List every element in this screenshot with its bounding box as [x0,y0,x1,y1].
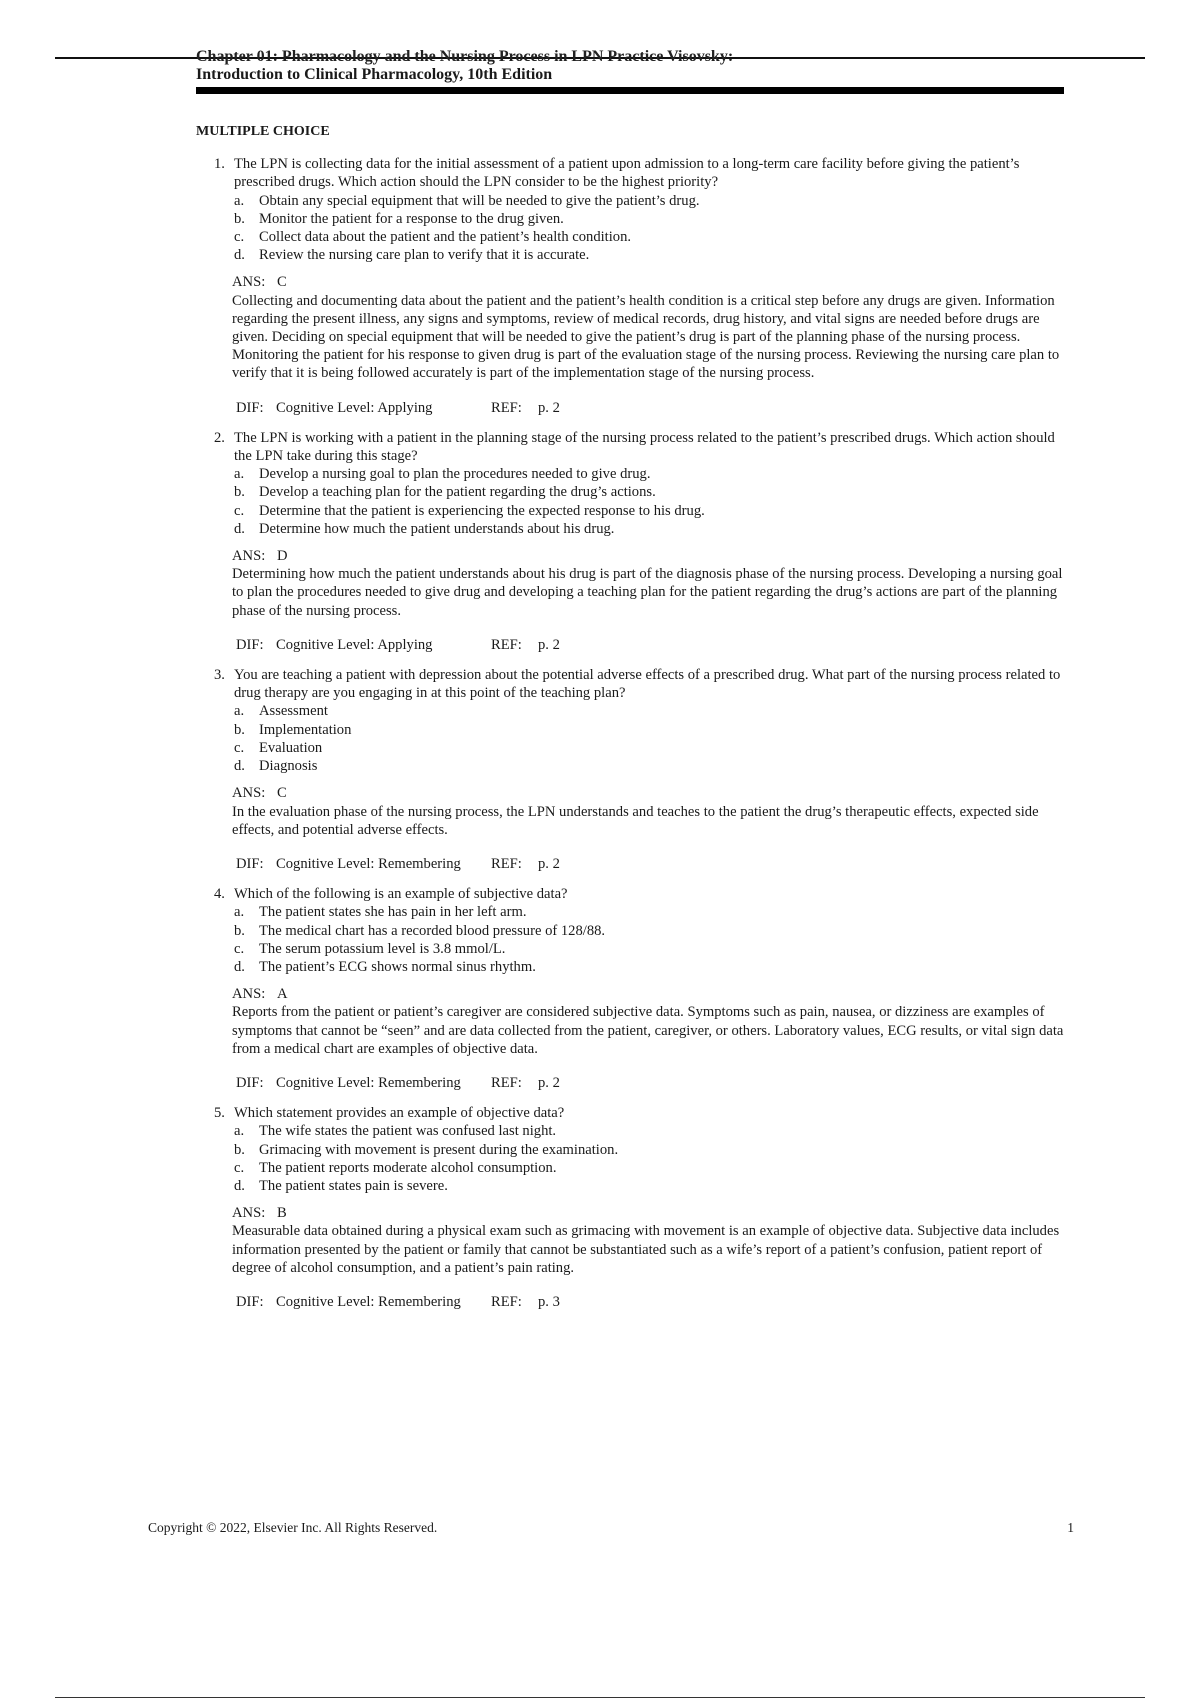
question-item [196,885,1066,1092]
question-stem [196,155,1066,191]
page-reference: p. 2 [538,399,560,416]
option-letter: b. [234,1141,245,1158]
option-text: Diagnosis [259,758,318,775]
option-text: The medical chart has a recorded blood pressure of 128/88. [259,922,606,939]
option-text: The patient’s ECG shows normal sinus rhythm. [259,958,536,975]
option-letter: d. [234,247,245,264]
answer-option [234,922,1066,940]
answer-option [234,1177,1066,1195]
option-letter: a. [234,1123,245,1140]
answer-option [234,520,1066,538]
question-metadata [236,1293,1066,1311]
answer-line [232,273,1066,291]
ref-label: REF: [491,399,522,416]
question-text: Which of the following is an example of subjective data? [234,886,568,903]
option-letter: d. [234,958,245,975]
dif-label: DIF: [236,1074,264,1091]
chapter-header [196,48,1064,94]
answer-line [232,784,1066,802]
answer-option [234,228,1066,246]
answer-option [234,739,1066,757]
question-metadata [236,1074,1066,1092]
option-text: Develop a teaching plan for the patient regarding the drug’s actions. [259,484,656,501]
chapter-title-line1: Chapter 01: Pharmacology and the Nursing Process in LPN Practice Visovsky: [196,48,734,65]
option-text: Implementation [259,721,352,738]
option-text: The patient reports moderate alcohol consumption. [259,1159,557,1176]
question-stem [196,666,1066,702]
chapter-title-line2: Introduction to Clinical Pharmacology, 10th Edition [196,66,553,83]
option-text: The serum potassium level is 3.8 mmol/L. [259,940,506,957]
question-number: 5. [214,1105,225,1122]
dif-label: DIF: [236,636,264,653]
question-metadata [236,855,1066,873]
option-text: Grimacing with movement is present during the examination. [259,1141,619,1158]
option-letter: c. [234,229,245,246]
page-reference: p. 2 [538,1074,560,1091]
answer-label: ANS: [232,785,266,802]
answer-rationale: Determining how much the patient understands about his drug is part of the diagnosis phase of the nursing process. Developing a nursing goal to plan the procedures needed to give drug and developing a teaching plan for the patient regarding the drug’s actions are part of the planning phase of the nursing process. [232,566,1063,619]
answer-option [234,757,1066,775]
option-letter: b. [234,721,245,738]
ref-label: REF: [491,636,522,653]
answer-option [234,903,1066,921]
section-title: MULTIPLE CHOICE [196,124,330,139]
option-letter: d. [234,520,245,537]
option-text: Evaluation [259,739,323,756]
option-letter: a. [234,192,245,209]
answer-option [234,192,1066,210]
answer-option [234,702,1066,720]
bottom-rule [55,1697,1145,1698]
dif-label: DIF: [236,399,264,416]
question-text: The LPN is collecting data for the initial assessment of a patient upon admission to a long-term care facility before giving the patient’s prescribed drugs. Which action should the LPN consider to be the highest priority? [234,156,1020,191]
answer-option [234,465,1066,483]
dif-label: DIF: [236,855,264,872]
answer-option [234,246,1066,264]
option-letter: c. [234,502,245,519]
ref-label: REF: [491,1293,522,1310]
option-letter: a. [234,703,245,720]
difficulty-level: Cognitive Level: Remembering [276,1074,461,1091]
question-number: 2. [214,429,225,446]
question-list [196,118,1066,1323]
option-letter: d. [234,1177,245,1194]
option-text: Obtain any special equipment that will be needed to give the patient’s drug. [259,192,700,209]
option-text: Review the nursing care plan to verify that it is accurate. [259,247,590,264]
answer-option [234,1122,1066,1140]
answer-option [234,210,1066,228]
page-reference: p. 3 [538,1293,560,1310]
question-item [196,429,1066,654]
question-stem [196,1104,1066,1122]
option-text: Collect data about the patient and the patient’s health condition. [259,229,632,246]
page-reference: p. 2 [538,636,560,653]
question-number: 3. [214,667,225,684]
question-item [196,1104,1066,1311]
answer-options [234,1122,1066,1195]
answer-label: ANS: [232,986,266,1003]
answer-option [234,1159,1066,1177]
option-letter: d. [234,758,245,775]
answer-rationale: Measurable data obtained during a physical exam such as grimacing with movement is an example of objective data. Subjective data includes information presented by the patient or family that cannot be substantiated such as a wife’s report of a patient’s confusion, patient report of degree of alcohol consumption, and a patient’s pain rating. [232,1223,1060,1276]
questions-container [196,155,1066,1311]
question-metadata [236,399,1066,417]
difficulty-level: Cognitive Level: Applying [276,399,433,416]
page-reference: p. 2 [538,855,560,872]
question-number: 1. [214,156,225,173]
ref-label: REF: [491,855,522,872]
option-text: Develop a nursing goal to plan the procedures needed to give drug. [259,466,651,483]
answer-line [232,547,1066,565]
answer-options [234,903,1066,976]
option-letter: c. [234,1159,245,1176]
answer-label: ANS: [232,548,266,565]
option-letter: c. [234,940,245,957]
answer-line [232,1204,1066,1222]
answer-value: C [277,274,287,291]
ref-label: REF: [491,1074,522,1091]
option-letter: b. [234,922,245,939]
dif-label: DIF: [236,1293,264,1310]
question-text: The LPN is working with a patient in the planning stage of the nursing process related to the patient’s prescribed drugs. Which action should the LPN take during this stage? [234,429,1055,465]
option-letter: c. [234,739,245,756]
header-bar [196,87,1064,94]
difficulty-level: Cognitive Level: Remembering [276,855,461,872]
question-text: You are teaching a patient with depression about the potential adverse effects of a prescribed drug. What part of the nursing process related to drug therapy are you engaging in at this point of the teaching plan? [234,667,1061,702]
option-letter: a. [234,466,245,483]
answer-line [232,985,1066,1003]
copyright-notice: Copyright © 2022, Elsevier Inc. All Rights Reserved. [148,1520,438,1535]
option-letter: a. [234,904,245,921]
option-letter: b. [234,210,245,227]
option-text: Determine how much the patient understands about his drug. [259,520,615,537]
option-text: Determine that the patient is experiencing the expected response to his drug. [259,502,705,519]
answer-rationale: In the evaluation phase of the nursing process, the LPN understands and teaches to the patient the drug’s therapeutic effects, expected side effects, and potential adverse effects. [232,803,1039,838]
difficulty-level: Cognitive Level: Applying [276,636,433,653]
question-text: Which statement provides an example of objective data? [234,1105,565,1122]
answer-option [234,483,1066,501]
answer-option [234,502,1066,520]
question-number: 4. [214,886,225,903]
answer-options [234,192,1066,265]
answer-value: A [277,986,288,1003]
answer-option [234,721,1066,739]
answer-option [234,958,1066,976]
answer-rationale: Reports from the patient or patient’s caregiver are considered subjective data. Symptoms such as pain, nausea, or dizziness are examples of symptoms that cannot be “seen” and are data collected from the patient, caregiver, or others. Laboratory values, ECG results, or vital sign data from a medical chart are examples of objective data. [232,1004,1064,1057]
answer-options [234,702,1066,775]
option-text: Monitor the patient for a response to the drug given. [259,210,564,227]
option-letter: b. [234,484,245,501]
answer-option [234,940,1066,958]
answer-rationale: Collecting and documenting data about the patient and the patient’s health condition is a critical step before any drugs are given. Information regarding the present illness, any signs and symptoms, review of medical records, drug history, and vital signs are needed before drugs are given. Deciding on special equipment that will be needed to give the patient’s drug is part of the planning phase of the nursing process. Monitoring the patient for his response to given drug is part of the evaluation stage of the nursing process. Reviewing the nursing care plan to verify that it is being followed accurately is part of the implementation stage of the nursing process. [232,292,1060,382]
answer-option [234,1141,1066,1159]
option-text: The wife states the patient was confused last night. [259,1123,557,1140]
question-metadata [236,636,1066,654]
question-stem [196,885,1066,903]
question-item [196,666,1066,873]
page-number: 1 [1067,1520,1074,1535]
answer-value: C [277,785,287,802]
page-footer [148,1520,1074,1536]
answer-label: ANS: [232,274,266,291]
question-item [196,155,1066,417]
answer-options [234,465,1066,538]
question-stem [196,429,1066,465]
answer-value: D [277,548,288,565]
difficulty-level: Cognitive Level: Remembering [276,1293,461,1310]
answer-label: ANS: [232,1205,266,1222]
option-text: The patient states she has pain in her left arm. [259,904,527,921]
option-text: The patient states pain is severe. [259,1177,448,1194]
answer-value: B [277,1205,287,1222]
option-text: Assessment [259,703,328,720]
